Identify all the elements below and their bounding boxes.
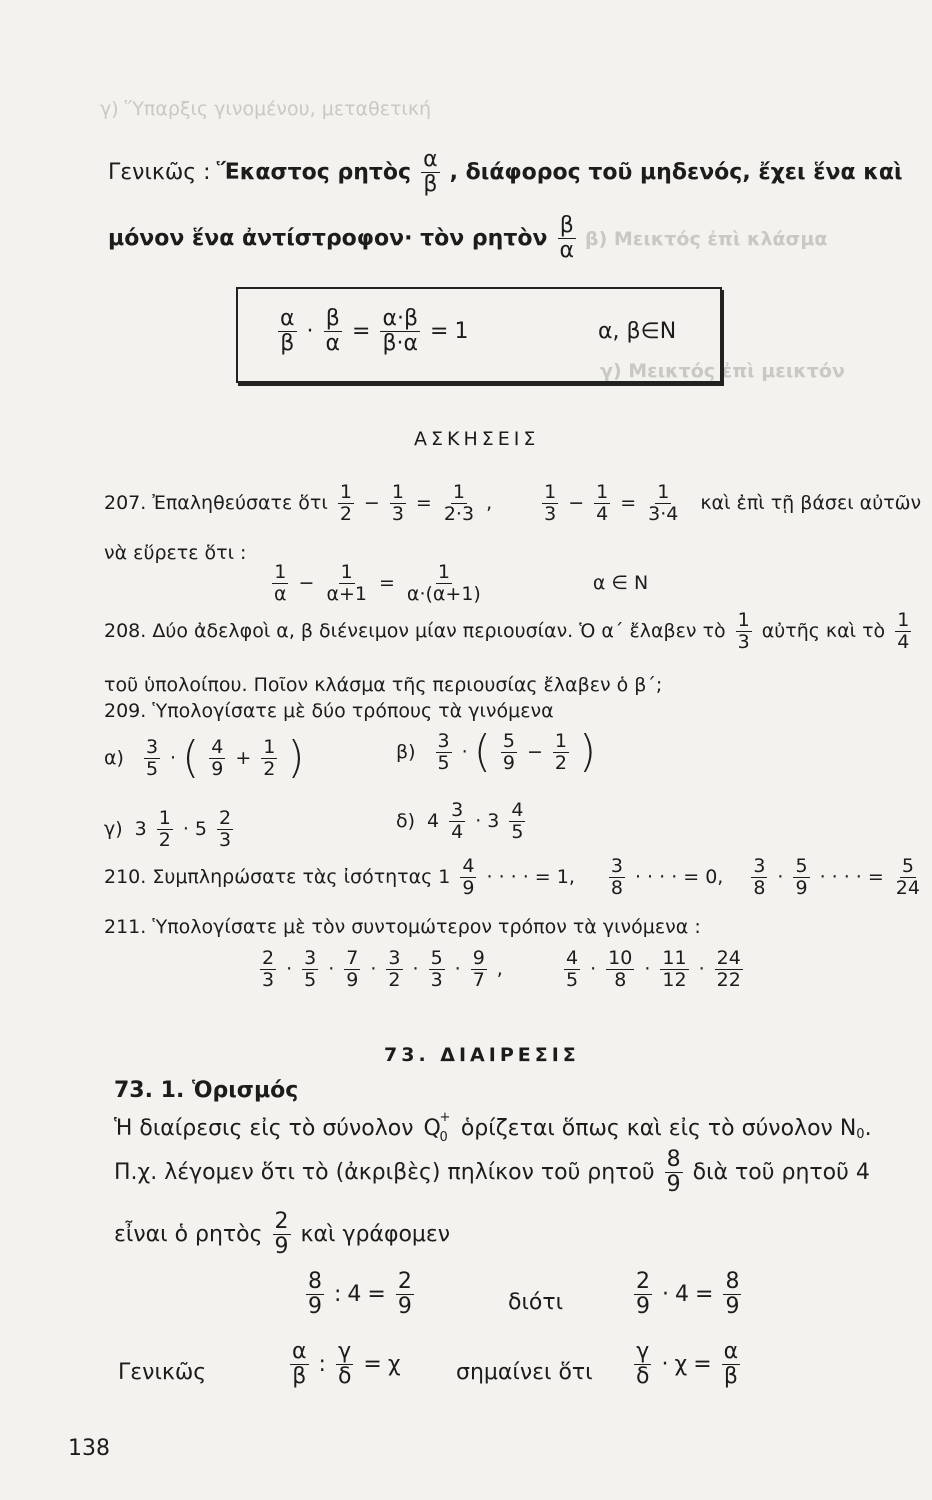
exercise-207-condition: α ∈ N [592, 572, 649, 595]
exercise-209-d: δ) 4 3 4 · 3 4 5 [396, 799, 524, 843]
generally-label: Γενικῶς [118, 1360, 207, 1385]
bleed-through-line: γ) Ὕπαρξις γινομένου, μεταθετική [100, 98, 432, 120]
intro-line-2-text: μόνον ἕνα ἀντίστροφον· τὸν ρητὸν [108, 226, 548, 252]
exercise-207-formula: 1 α − $\frac{1}{\alpha+1}$ = $\frac{1}{\alpha\cdot(\alpha+1)}$ α ∈ N [274, 561, 649, 605]
exercise-208-text-2: αὐτῆς καὶ τὸ [761, 620, 886, 643]
general-division: α β : $\frac{\gamma}{\delta}$ = χ [292, 1339, 401, 1390]
exercise-209-c: γ) 3 1 2 · 5 2 3 [104, 807, 232, 851]
bleed-through-line: γ) Μεικτός ἐπὶ μεικτόν [600, 360, 845, 382]
page-number: 138 [68, 1436, 110, 1461]
exercise-209-b: β) 3 5 · ( 5 9 − $\frac{1}{2}$ ) [396, 726, 597, 777]
exercise-207-line-2: νὰ εὕρετε ὅτι : [104, 542, 247, 564]
example-line-1: Π.χ. λέγομεν ὅτι τὸ (ἀκριβὲς) πηλίκον τοῦ ρητοῦ 8 9 διὰ τοῦ ρητοῦ 4 [114, 1147, 870, 1198]
division-example: 8 9 : 4 = $\frac{2}{9}$ [308, 1269, 412, 1320]
intro-line-1 [108, 148, 903, 197]
exercise-208-text: 208. Δύο ἀδελφοὶ α, β διένειμον μίαν περιουσίαν. Ὁ α΄ ἔλαβεν τὸ [104, 620, 726, 643]
intro-phrase: Ἕκαστος ρητὸς [216, 160, 412, 186]
example-line-2: εἶναι ὁ ρητὸς 2 9 καὶ γράφομεν [114, 1209, 451, 1260]
reciprocal-condition: α, β∈N [598, 319, 677, 344]
exercise-210: 210. Συμπληρώσατε τὰς ἰσότητας 1 4 9 · · · · = 1, 3 8 · · · · = 0, 3 8 · 5 9 · · · · = $\frac{5}{24}$ [104, 855, 920, 899]
q-plus-zero-symbol: Q + 0 [423, 1110, 451, 1145]
general-check: γ δ · χ = $\frac{\alpha}{\beta}$ [636, 1339, 739, 1390]
intro-phrase-end: , διάφορος τοῦ μηδενός, ἔχει ἕνα καὶ [449, 160, 903, 186]
section-subtitle: 73. 1. Ὁρισμός [114, 1078, 299, 1103]
exercise-207-tail: καὶ ἐπὶ τῇ βάσει αὐτῶν [700, 492, 922, 515]
exercise-208: 208. Δύο ἀδελφοὶ α, β διένειμον μίαν περιουσίαν. Ὁ α΄ ἔλαβεν τὸ 1 3 αὐτῆς καὶ τὸ 1 4 [104, 609, 910, 653]
division-check: 2 9 · 4 = $\frac{8}{9}$ [636, 1269, 740, 1320]
exercise-209-a: α) 3 5 · ( 4 9 + $\frac{1}{2}$ ) [104, 732, 305, 783]
exercise-208-line-2: τοῦ ὑπολοίπου. Ποῖον κλάσμα τῆς περιουσίας ἔλαβεν ὁ β΄; [104, 674, 663, 696]
exercise-210-text: 210. Συμπληρώσατε τὰς ἰσότητας [104, 866, 433, 889]
fraction-alpha-beta: α β [423, 147, 438, 198]
exercise-207: 207. Ἐπαληθεύσατε ὅτι 1 2 − $\frac{1}{3}$ = $\frac{1}{2\cdot 3}$ , 1 3 − $\frac{1}{4}$ = $\frac{1}{3\cdot 4}$ καὶ ἐπὶ τῇ βάσει αὐτῶν [104, 481, 922, 525]
reciprocal-formula: α β · $\frac{\beta}{\alpha}$ = $\frac{\alpha\cdot\beta}{\beta\cdot\alpha}$ = 1 [280, 306, 469, 357]
dioti-label: διότι [508, 1290, 564, 1315]
intro-lead: Γενικῶς : [108, 160, 211, 186]
division-definition: Ἡ διαίρεσις εἰς τὸ σύνολον Q + 0 ὁρίζεται ὅπως καὶ εἰς τὸ σύνολον N $_0$ . [114, 1110, 872, 1145]
exercise-209-text: 209. Ὑπολογίσατε μὲ δύο τρόπους τὰ γινόμενα [104, 700, 554, 722]
exercise-211-product-1: 2 3 · 3 5 · 7 9 · 3 2 · 5 3 · 9 7 , [262, 947, 503, 991]
exercise-211-text: 211. Ὑπολογίσατε μὲ τὸν συντομώτερον τρόπον τὰ γινόμενα : [104, 916, 701, 938]
means-label: σημαίνει ὅτι [456, 1360, 593, 1385]
intro-line-2 [108, 214, 580, 263]
exercise-207-label: 207. Ἐπαληθεύσατε ὅτι [104, 492, 328, 515]
exercises-heading: ΑΣΚΗΣΕΙΣ [414, 428, 540, 450]
reciprocal-formula-box [236, 287, 722, 383]
fraction-beta-alpha: β α [559, 213, 574, 264]
section-title: 73. ΔΙΑΙΡΕΣΙΣ [384, 1044, 580, 1066]
bleed-through-line: β) Μεικτός ἐπὶ κλάσμα [585, 228, 828, 250]
exercise-211-product-2: 4 5 · 10 8 · 11 12 · 24 22 [566, 947, 741, 991]
